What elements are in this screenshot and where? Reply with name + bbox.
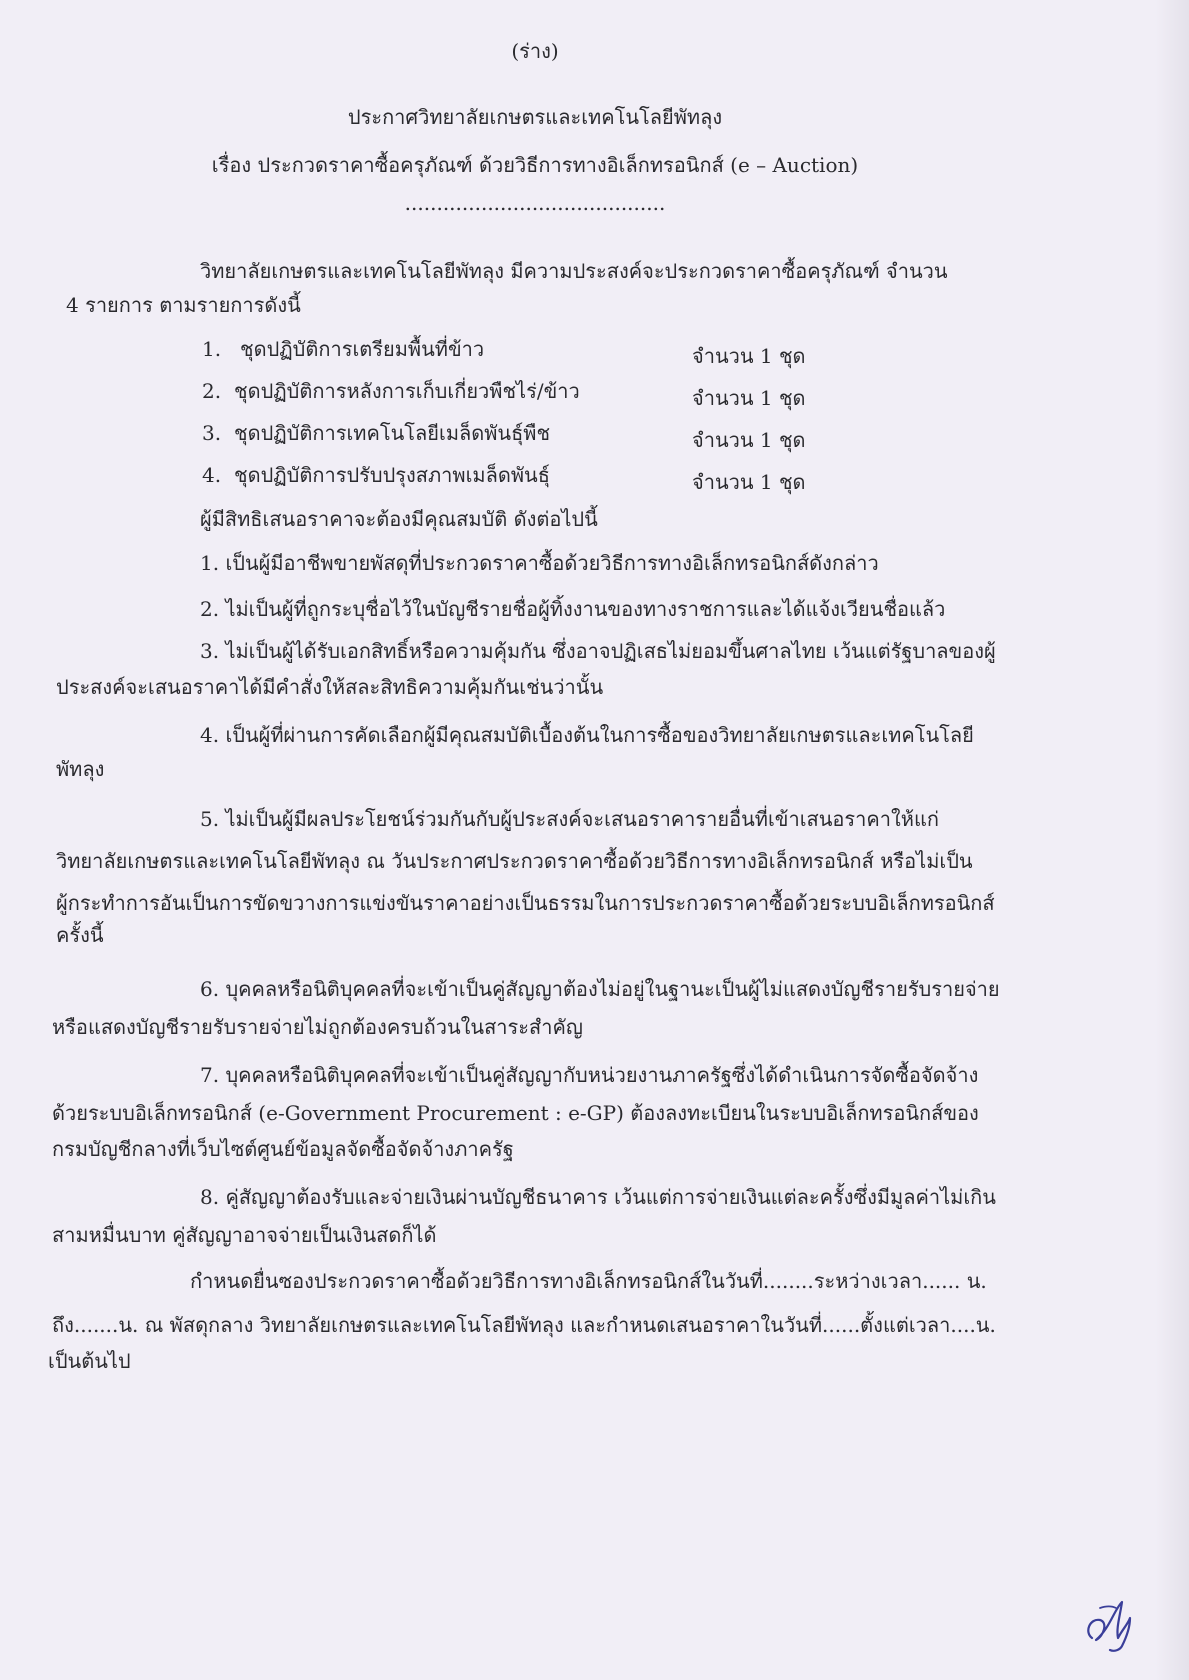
qualification-5-cont: ผู้กระทำการอันเป็นการขัดขวางการแข่งขันราคาอย่างเป็นธรรมในการประกวดราคาซื้อด้วยระบบอิเล็กทรอนิกส์ [56,891,995,915]
qualification-5-cont: วิทยาลัยเกษตรและเทคโนโลยีพัทลุง ณ วันประกาศประกวดราคาซื้อด้วยวิธีการทางอิเล็กทรอนิกส์ หรือไม่เป็น [56,849,973,873]
qualification-6-cont: หรือแสดงบัญชีรายรับรายจ่ายไม่ถูกต้องครบถ้วนในสาระสำคัญ [52,1015,583,1039]
qualification-7: 7. บุคคลหรือนิติบุคคลที่จะเข้าเป็นคู่สัญญากับหน่วยงานภาครัฐซึ่งได้ดำเนินการจัดซื้อจัดจ้าง [200,1063,979,1087]
item-number: 4. [202,463,222,487]
closing-line-1: กำหนดยื่นซองประกวดราคาซื้อด้วยวิธีการทางอิเล็กทรอนิกส์ในวันที่........ระหว่างเวลา...... น. [190,1269,987,1293]
title-separator: ......................................... [404,191,666,215]
item-quantity: จำนวน 1 ชุด [692,428,806,452]
qualification-5: 5. ไม่เป็นผู้มีผลประโยชน์ร่วมกันกับผู้ประสงค์จะเสนอราคารายอื่นที่เข้าเสนอราคาให้แก่ [200,807,939,831]
signature-initials [1070,1588,1150,1658]
intro-line-2: 4 รายการ ตามรายการดังนี้ [66,293,301,317]
qualification-5-cont: ครั้งนี้ [56,923,104,947]
qualification-8-cont: สามหมื่นบาท คู่สัญญาอาจจ่ายเป็นเงินสดก็ได้ [52,1223,437,1247]
item-number: 2. [202,379,222,403]
item-quantity: จำนวน 1 ชุด [692,386,806,410]
item-name: ชุดปฏิบัติการเตรียมพื้นที่ข้าว [240,337,485,361]
closing-line-3: เป็นต้นไป [48,1349,131,1373]
qualification-7-cont: ด้วยระบบอิเล็กทรอนิกส์ (e-Government Procurement : e-GP) ต้องลงทะเบียนในระบบอิเล็กทรอนิกส์ของ [52,1101,979,1125]
qualification-7-cont: กรมบัญชีกลางที่เว็บไซต์ศูนย์ข้อมูลจัดซื้อจัดจ้างภาครัฐ [52,1137,514,1161]
intro-line-1: วิทยาลัยเกษตรและเทคโนโลยีพัทลุง มีความประสงค์จะประกวดราคาซื้อครุภัณฑ์ จำนวน [200,259,948,283]
qualification-4: 4. เป็นผู้ที่ผ่านการคัดเลือกผู้มีคุณสมบัติเบื้องต้นในการซื้อของวิทยาลัยเกษตรและเทคโนโลยี [200,723,974,747]
qualification-6: 6. บุคคลหรือนิติบุคคลที่จะเข้าเป็นคู่สัญญาต้องไม่อยู่ในฐานะเป็นผู้ไม่แสดงบัญชีรายรับรายจ่าย [200,977,1000,1001]
qualification-2: 2. ไม่เป็นผู้ที่ถูกระบุชื่อไว้ในบัญชีรายชื่อผู้ทิ้งงานของทางราชการและได้แจ้งเวียนชื่อแล้ว [200,597,946,621]
draft-label: (ร่าง) [511,39,559,63]
qualification-3: 3. ไม่เป็นผู้ได้รับเอกสิทธิ์หรือความคุ้มกัน ซึ่งอาจปฏิเสธไม่ยอมขึ้นศาลไทย เว้นแต่รัฐบาลของผู้ [200,639,996,663]
announcement-title: ประกาศวิทยาลัยเกษตรและเทคโนโลยีพัทลุง [347,105,723,129]
qualification-8: 8. คู่สัญญาต้องรับและจ่ายเงินผ่านบัญชีธนาคาร เว้นแต่การจ่ายเงินแต่ละครั้งซึ่งมีมูลค่าไม่เกิน [200,1185,996,1209]
qualifications-heading: ผู้มีสิทธิเสนอราคาจะต้องมีคุณสมบัติ ดังต่อไปนี้ [200,507,598,531]
paper-edge-shadow [1155,0,1189,1680]
item-name: ชุดปฏิบัติการหลังการเก็บเกี่ยวพืชไร่/ข้าว [234,379,580,403]
item-quantity: จำนวน 1 ชุด [692,344,806,368]
item-number: 3. [202,421,222,445]
closing-line-2: ถึง.......น. ณ พัสดุกลาง วิทยาลัยเกษตรและเทคโนโลยีพัทลุง และกำหนดเสนอราคาในวันที่......ตั้งแต่เวลา....น. [52,1313,996,1337]
item-quantity: จำนวน 1 ชุด [692,470,806,494]
item-name: ชุดปฏิบัติการปรับปรุงสภาพเมล็ดพันธุ์ [234,463,550,487]
item-name: ชุดปฏิบัติการเทคโนโลยีเมล็ดพันธุ์พืช [234,421,551,445]
qualification-1: 1. เป็นผู้มีอาชีพขายพัสดุที่ประกวดราคาซื้อด้วยวิธีการทางอิเล็กทรอนิกส์ดังกล่าว [200,551,879,575]
qualification-4-cont: พัทลุง [56,757,105,781]
announcement-subject: เรื่อง ประกวดราคาซื้อครุภัณฑ์ ด้วยวิธีการทางอิเล็กทรอนิกส์ (e – Auction) [211,153,859,177]
item-number: 1. [202,337,222,361]
qualification-3-cont: ประสงค์จะเสนอราคาได้มีคำสั่งให้สละสิทธิความคุ้มกันเช่นว่านั้น [56,675,604,699]
